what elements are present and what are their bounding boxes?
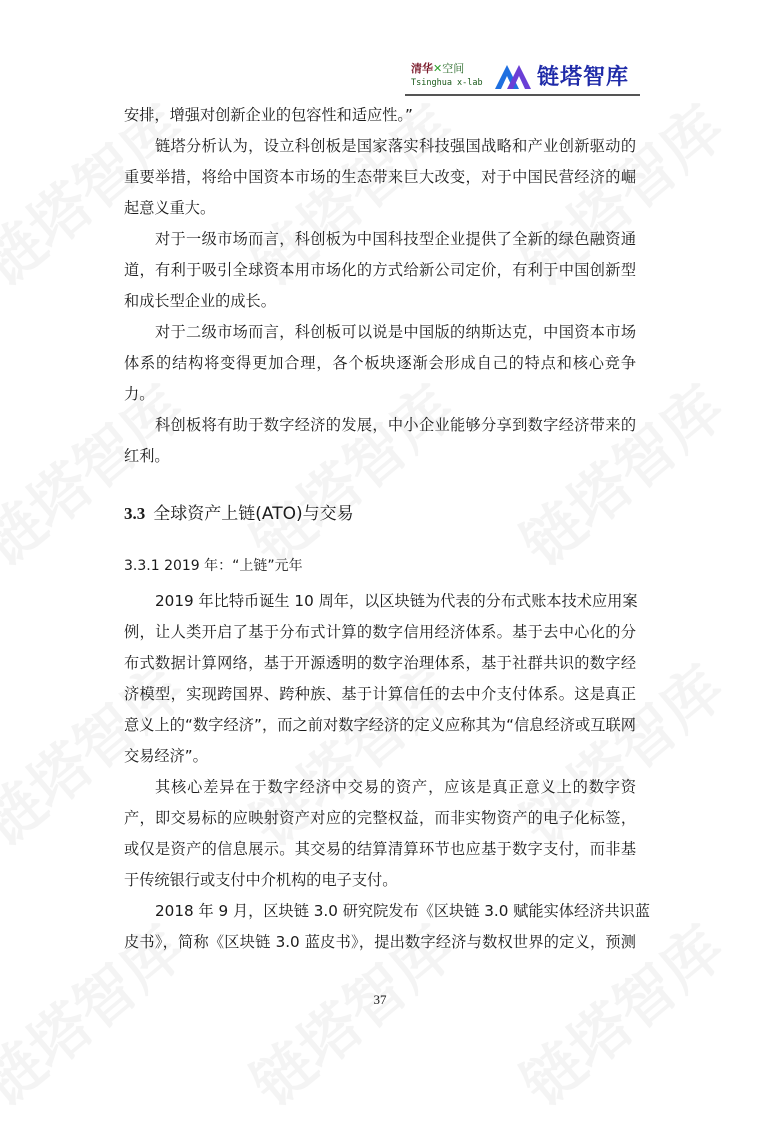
text-line: 起意义重大。: [124, 199, 216, 217]
text-line: 和成长型企业的成长。: [124, 292, 276, 310]
text-line: 重要举措，将给中国资本市场的生态带来巨大改变，对于中国民营经济的崛: [124, 168, 636, 186]
text-line: 道，有利于吸引全球资本用市场化的方式给新公司定价，有利于中国创新型: [124, 261, 636, 279]
paragraph: [124, 772, 636, 896]
text-line: 皮书》，简称《区块链 3.0 蓝皮书》，提出数字经济与数权世界的定义，预测: [124, 933, 636, 951]
section-heading: [124, 494, 636, 534]
section-number: 3.3: [124, 504, 146, 523]
page-number: 37: [373, 992, 387, 1007]
xlab-logo-x: ✕: [433, 62, 443, 75]
paragraphs-bottom: [124, 586, 650, 958]
paragraph: [124, 131, 636, 224]
text-line: 对于二级市场而言，科创板可以说是中国版的纳斯达克，中国资本市场: [155, 323, 636, 341]
text-line: 意义上的“数字经济”，而之前对数字经济的定义应称其为“信息经济或互联网: [124, 716, 636, 734]
page-header: [405, 58, 640, 96]
brand-mountain-icon: [493, 62, 533, 90]
xlab-logo-cn2: 空间: [442, 62, 465, 75]
liantan-logo: [493, 60, 629, 91]
text-line: 或仅是资产的信息展示。其交易的结算清算环节也应基于数字支付，而非基: [124, 840, 636, 858]
text-line: 链塔分析认为，设立科创板是国家落实科技强国战略和产业创新驱动的: [155, 137, 636, 155]
text-line: 布式数据计算网络，基于开源透明的数字治理体系，基于社群共识的数字经: [124, 654, 636, 672]
section-title: 全球资产上链(ATO)与交易: [153, 504, 354, 524]
paragraph: [124, 100, 636, 131]
paragraph: [124, 224, 636, 317]
subsection-heading: 3.3.1 2019 年：“上链”元年: [124, 558, 303, 574]
text-line: 其核心差异在于数字经济中交易的资产，应该是真正意义上的数字资: [155, 778, 636, 796]
paragraphs-top: [124, 100, 636, 472]
paragraph: [124, 410, 636, 472]
xlab-logo-en: Tsinghua x-lab: [411, 78, 483, 88]
xlab-logo-cn: 清华: [411, 62, 433, 75]
text-line: 科创板将有助于数字经济的发展，中小企业能够分享到数字经济带来的: [155, 416, 636, 434]
text-line: 2018 年 9 月，区块链 3.0 研究院发布《区块链 3.0 赋能实体经济共识蓝: [155, 902, 650, 920]
text-line: 力。: [124, 385, 155, 403]
text-line: 于传统银行或支付中介机构的电子支付。: [124, 871, 398, 889]
text-line: 例，让人类开启了基于分布式计算的数字信用经济体系。基于去中心化的分: [124, 623, 636, 641]
text-line: 交易经济”。: [124, 747, 208, 765]
text-line: 产，即交易标的应映射资产对应的完整权益，而非实物资产的电子化标签，: [124, 809, 636, 827]
document-body: [124, 100, 650, 958]
paragraph: [124, 586, 636, 772]
brand-name: 链塔智库: [537, 65, 630, 90]
paragraph: [124, 317, 636, 410]
text-line: 济模型，实现跨国界、跨种族、基于计算信任的去中介支付体系。这是真正: [124, 685, 636, 703]
text-line: 体系的结构将变得更加合理，各个板块逐渐会形成自己的特点和核心竞争: [124, 354, 636, 372]
text-line: 红利。: [124, 447, 170, 465]
text-line: 2019 年比特币诞生 10 周年，以区块链为代表的分布式账本技术应用案: [155, 592, 638, 610]
paragraph: [124, 896, 650, 958]
text-line: 对于一级市场而言，科创板为中国科技型企业提供了全新的绿色融资通: [155, 230, 636, 248]
text-line: 安排，增强对创新企业的包容性和适应性。”: [124, 106, 413, 124]
tsinghua-xlab-logo: [411, 60, 483, 88]
